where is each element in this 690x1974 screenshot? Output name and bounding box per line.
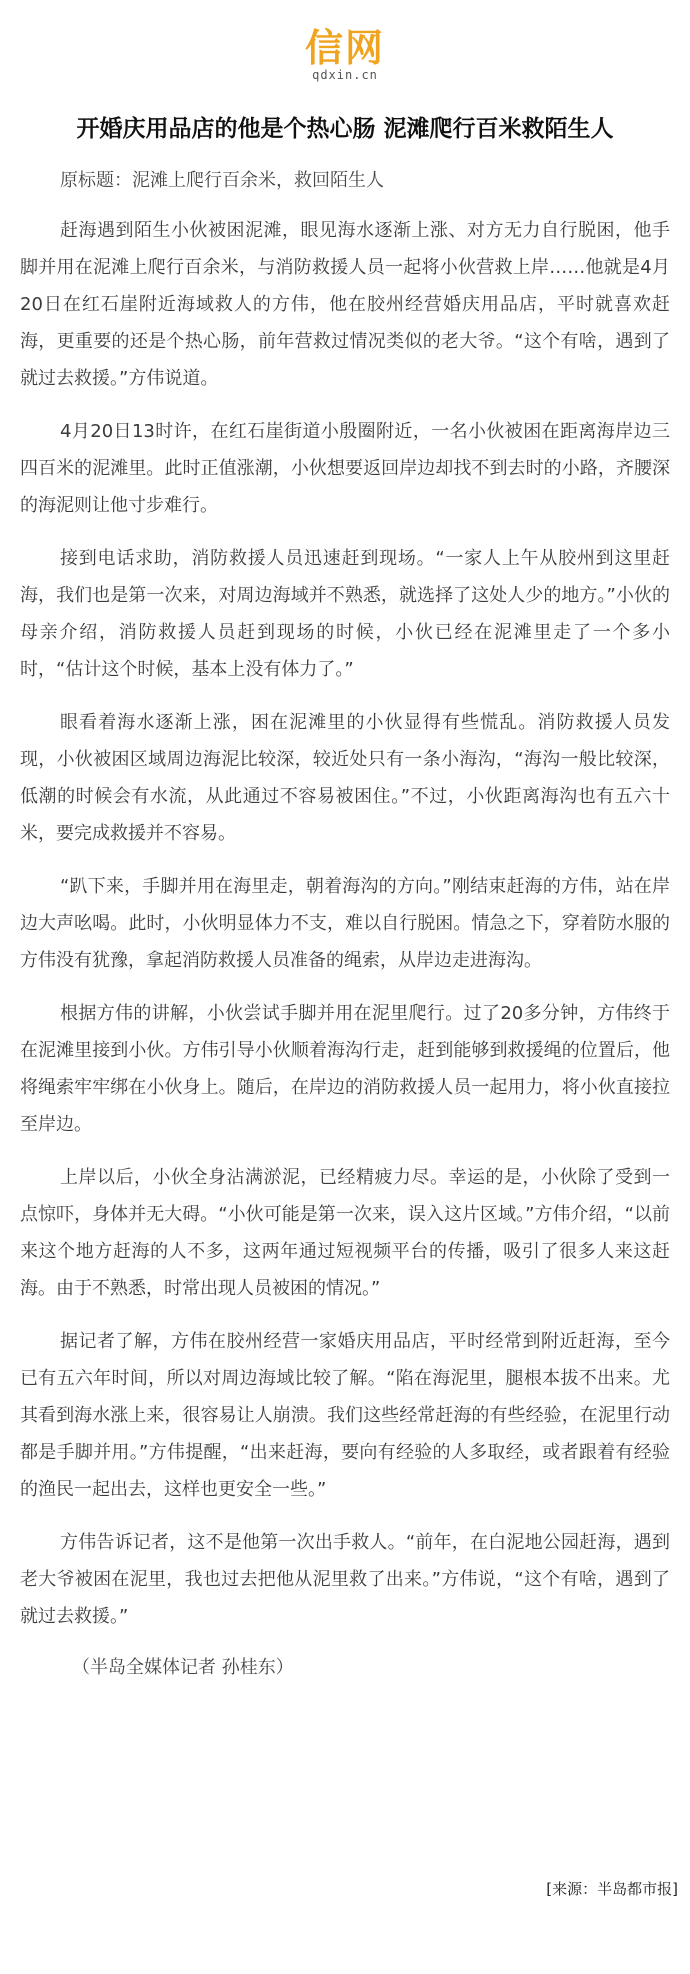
article-paragraph: 接到电话求助，消防救援人员迅速赶到现场。“一家人上午从胶州到这里赶海，我们也是第一次来，对周边海域并不熟悉，就选择了这处人少的地方。”小伙的母亲介绍，消防救援人员赶到现场的时候，小伙已经在泥滩里走了一个多小时，“估计这个时候，基本上没有体力了。” xyxy=(20,548,670,680)
article-paragraph: 赶海遇到陌生小伙被困泥滩，眼见海水逐渐上涨、对方无力自行脱困，他手脚并用在泥滩上爬行百余米，与消防救援人员一起将小伙营救上岸……他就是4月20日在红石崖附近海域救人的方伟，他在胶州经营婚庆用品店，平时就喜欢赶海，更重要的还是个热心肠，前年营救过情况类似的老大爷。“这个有啥，遇到了就过去救援。”方伟说道。 xyxy=(20,220,670,389)
article-paragraph: 据记者了解，方伟在胶州经营一家婚庆用品店，平时经常到附近赶海，至今已有五六年时间，所以对周边海域比较了解。“陷在海泥里，腿根本拔不出来。尤其看到海水涨上来，很容易让人崩溃。我们这些经常赶海的有些经验，在泥里行动都是手脚并用。”方伟提醒，“出来赶海，要向有经验的人多取经，或者跟着有经验的渔民一起出去，这样也更安全一些。” xyxy=(20,1331,670,1500)
site-header xyxy=(0,0,690,100)
article-paragraph: 眼看着海水逐渐上涨，困在泥滩里的小伙显得有些慌乱。消防救援人员发现，小伙被困区域周边海泥比较深，较近处只有一条小海沟，“海沟一般比较深，低潮的时候会有水流，从此通过不容易被困住。”不过，小伙距离海沟也有五六十米，要完成救援并不容易。 xyxy=(20,712,670,844)
reporter-byline: （半岛全媒体记者 孙桂东） xyxy=(72,1657,294,1678)
article-paragraph: 4月20日13时许，在红石崖街道小殷圈附近，一名小伙被困在距离海岸边三四百米的泥滩里。此时正值涨潮，小伙想要返回岸边却找不到去时的小路，齐腰深的海泥则让他寸步难行。 xyxy=(20,421,670,516)
original-title: 原标题：泥滩上爬行百余米，救回陌生人 xyxy=(60,170,384,191)
article-paragraph: 上岸以后，小伙全身沾满淤泥，已经精疲力尽。幸运的是，小伙除了受到一点惊吓，身体并无大碍。“小伙可能是第一次来，误入这片区域。”方伟介绍，“以前来这个地方赶海的人不多，这两年通过短视频平台的传播，吸引了很多人来这赶海。由于不熟悉，时常出现人员被困的情况。” xyxy=(20,1167,670,1299)
site-logo[interactable]: 信网 xyxy=(304,26,385,70)
article-source: [来源：半岛都市报] xyxy=(546,1880,678,1898)
article-paragraph: 根据方伟的讲解，小伙尝试手脚并用在泥里爬行。过了20多分钟，方伟终于在泥滩里接到小伙。方伟引导小伙顺着海沟行走，赶到能够到救援绳的位置后，他将绳索牢牢绑在小伙身上。随后，在岸边的消防救援人员一起用力，将小伙直接拉至岸边。 xyxy=(20,1003,670,1135)
article-paragraph: 方伟告诉记者，这不是他第一次出手救人。“前年，在白泥地公园赶海，遇到老大爷被困在泥里，我也过去把他从泥里救了出来。”方伟说，“这个有啥，遇到了就过去救援。” xyxy=(20,1532,670,1627)
article-body xyxy=(0,166,690,1683)
article-title: 开婚庆用品店的他是个热心肠 泥滩爬行百米救陌生人 xyxy=(76,116,614,142)
article-paragraph: “趴下来，手脚并用在海里走，朝着海沟的方向。”刚结束赶海的方伟，站在岸边大声吆喝。此时，小伙明显体力不支，难以自行脱困。情急之下，穿着防水服的方伟没有犹豫，拿起消防救援人员准备的绳索，从岸边走进海沟。 xyxy=(20,876,670,971)
site-domain: qdxin.cn xyxy=(312,68,378,82)
